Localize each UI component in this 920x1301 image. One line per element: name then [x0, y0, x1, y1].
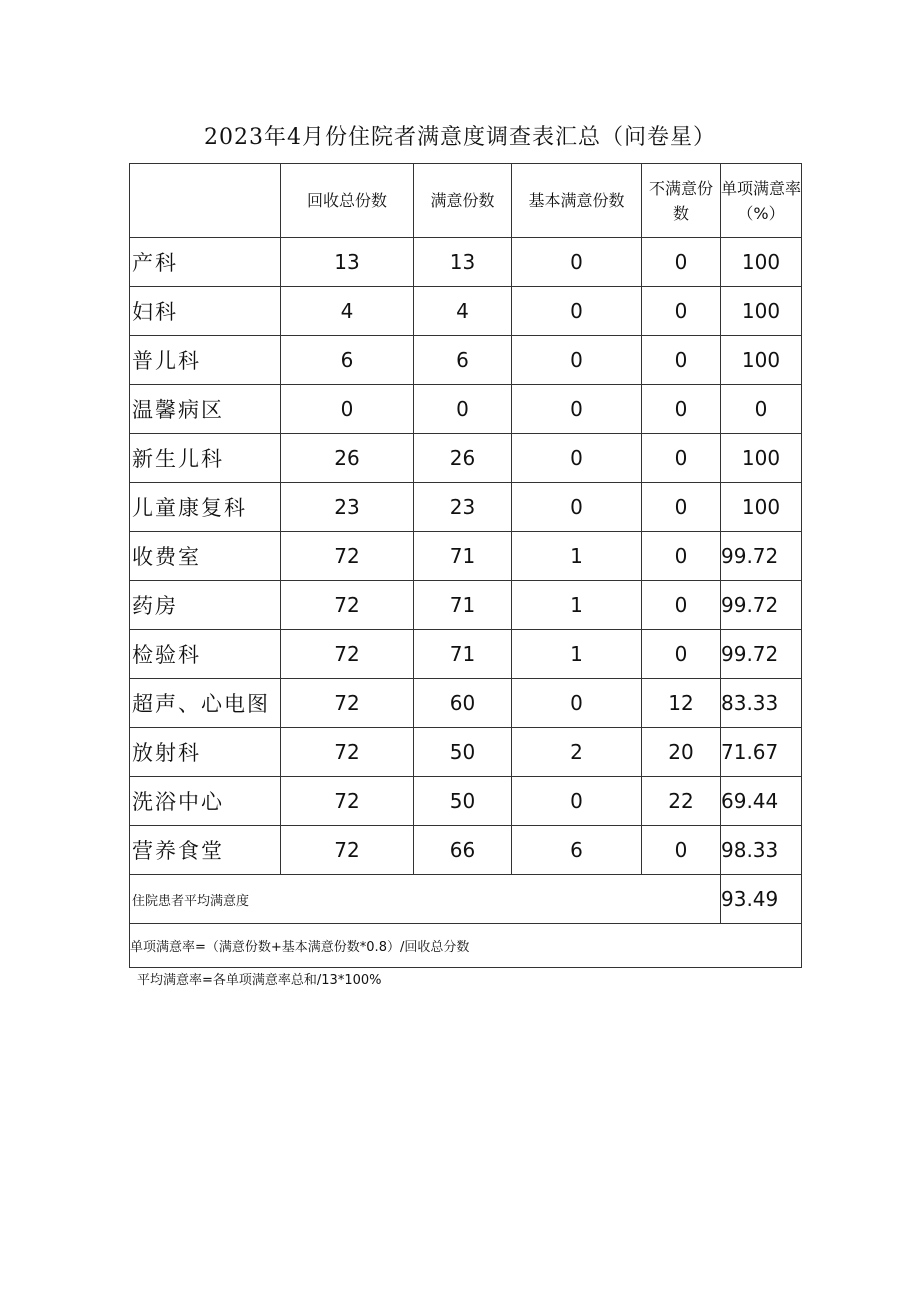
rate-cell: 69.44	[721, 777, 802, 826]
satisfied-cell: 71	[414, 581, 512, 630]
unsatisfied-cell: 0	[642, 532, 721, 581]
total-cell: 6	[281, 336, 414, 385]
basic-cell: 0	[512, 336, 642, 385]
total-cell: 72	[281, 826, 414, 875]
total-cell: 72	[281, 679, 414, 728]
unsatisfied-cell: 22	[642, 777, 721, 826]
total-cell: 13	[281, 238, 414, 287]
dept-cell: 营养食堂	[130, 826, 281, 875]
rate-cell: 0	[721, 385, 802, 434]
table-row	[130, 679, 802, 728]
unsatisfied-cell: 20	[642, 728, 721, 777]
table-row	[130, 434, 802, 483]
table-row	[130, 532, 802, 581]
average-label: 住院患者平均满意度	[130, 875, 721, 924]
satisfied-cell: 23	[414, 483, 512, 532]
unsatisfied-cell: 0	[642, 483, 721, 532]
header-basic: 基本满意份数	[512, 164, 642, 238]
satisfied-cell: 66	[414, 826, 512, 875]
average-value: 93.49	[721, 875, 802, 924]
unsatisfied-cell: 0	[642, 630, 721, 679]
total-cell: 72	[281, 581, 414, 630]
total-cell: 72	[281, 532, 414, 581]
dept-cell: 超声、心电图	[130, 679, 281, 728]
dept-cell: 检验科	[130, 630, 281, 679]
dept-cell: 普儿科	[130, 336, 281, 385]
basic-cell: 1	[512, 630, 642, 679]
table-row	[130, 385, 802, 434]
table-row	[130, 483, 802, 532]
rate-cell: 100	[721, 238, 802, 287]
rate-cell: 100	[721, 483, 802, 532]
satisfied-cell: 0	[414, 385, 512, 434]
rate-cell: 99.72	[721, 581, 802, 630]
satisfied-cell: 13	[414, 238, 512, 287]
basic-cell: 0	[512, 287, 642, 336]
satisfied-cell: 6	[414, 336, 512, 385]
dept-cell: 洗浴中心	[130, 777, 281, 826]
total-cell: 72	[281, 777, 414, 826]
basic-cell: 0	[512, 238, 642, 287]
header-row	[130, 164, 802, 238]
unsatisfied-cell: 0	[642, 826, 721, 875]
total-cell: 72	[281, 630, 414, 679]
basic-cell: 0	[512, 777, 642, 826]
table-row	[130, 630, 802, 679]
header-blank	[130, 164, 281, 238]
unsatisfied-cell: 0	[642, 287, 721, 336]
rate-cell: 99.72	[721, 630, 802, 679]
page-title: 2023年4月份住院者满意度调查表汇总（问卷星）	[204, 125, 716, 150]
satisfied-cell: 71	[414, 532, 512, 581]
unsatisfied-cell: 12	[642, 679, 721, 728]
header-total: 回收总份数	[281, 164, 414, 238]
satisfied-cell: 60	[414, 679, 512, 728]
header-satisfied: 满意份数	[414, 164, 512, 238]
rate-cell: 98.33	[721, 826, 802, 875]
basic-cell: 0	[512, 434, 642, 483]
satisfied-cell: 50	[414, 777, 512, 826]
header-unsatisfied: 不满意份数	[642, 164, 721, 238]
average-formula-note: 平均满意率=各单项满意率总和/13*100%	[137, 973, 382, 988]
table-row	[130, 728, 802, 777]
basic-cell: 0	[512, 483, 642, 532]
unsatisfied-cell: 0	[642, 336, 721, 385]
dept-cell: 新生儿科	[130, 434, 281, 483]
unsatisfied-cell: 0	[642, 581, 721, 630]
table-row	[130, 826, 802, 875]
satisfied-cell: 50	[414, 728, 512, 777]
table-row	[130, 581, 802, 630]
basic-cell: 0	[512, 679, 642, 728]
rate-cell: 100	[721, 336, 802, 385]
average-row	[130, 875, 802, 924]
unsatisfied-cell: 0	[642, 238, 721, 287]
basic-cell: 6	[512, 826, 642, 875]
rate-cell: 71.67	[721, 728, 802, 777]
unsatisfied-cell: 0	[642, 385, 721, 434]
dept-cell: 温馨病区	[130, 385, 281, 434]
dept-cell: 药房	[130, 581, 281, 630]
total-cell: 23	[281, 483, 414, 532]
dept-cell: 产科	[130, 238, 281, 287]
table-row	[130, 287, 802, 336]
table-row	[130, 777, 802, 826]
formula-text: 单项满意率=（满意份数+基本满意份数*0.8）/回收总分数	[130, 924, 802, 968]
rate-cell: 100	[721, 434, 802, 483]
rate-cell: 99.72	[721, 532, 802, 581]
total-cell: 0	[281, 385, 414, 434]
basic-cell: 1	[512, 581, 642, 630]
table-row	[130, 336, 802, 385]
dept-cell: 放射科	[130, 728, 281, 777]
satisfied-cell: 4	[414, 287, 512, 336]
total-cell: 26	[281, 434, 414, 483]
table-row	[130, 238, 802, 287]
satisfied-cell: 71	[414, 630, 512, 679]
dept-cell: 妇科	[130, 287, 281, 336]
total-cell: 72	[281, 728, 414, 777]
unsatisfied-cell: 0	[642, 434, 721, 483]
total-cell: 4	[281, 287, 414, 336]
basic-cell: 1	[512, 532, 642, 581]
dept-cell: 儿童康复科	[130, 483, 281, 532]
basic-cell: 2	[512, 728, 642, 777]
satisfied-cell: 26	[414, 434, 512, 483]
rate-cell: 100	[721, 287, 802, 336]
basic-cell: 0	[512, 385, 642, 434]
header-rate: 单项满意率（%）	[721, 164, 802, 238]
survey-table	[129, 163, 802, 968]
rate-cell: 83.33	[721, 679, 802, 728]
dept-cell: 收费室	[130, 532, 281, 581]
formula-row	[130, 924, 802, 968]
